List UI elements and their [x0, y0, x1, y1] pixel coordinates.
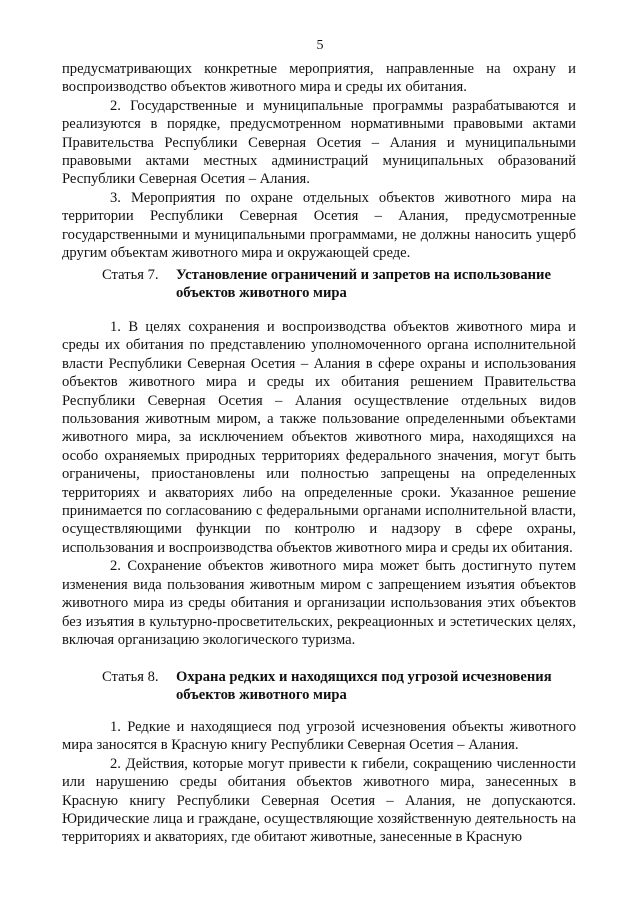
- article-8-heading: [102, 668, 576, 705]
- article-8-paragraph-2: 2. Действия, которые могут привести к гибели, сокращению численности или нарушению среды обитания объектов животного мира, занесенных в Красную книгу Республики Северная Осетия – Алания, не допускаются. Юридические лица и граждане, осуществляющие хозяйственную деятельность на территориях и акваториях, где обитают животные, занесенные в Красную: [62, 755, 576, 846]
- article-7-body: [62, 318, 576, 649]
- article-7-label: Статья 7.: [102, 267, 159, 283]
- article-8-body: [62, 718, 576, 847]
- paragraph-3: 3. Мероприятия по охране отдельных объектов животного мира на территории Республики Северная Осетия – Алания, предусмотренные государственными и муниципальными программами, не должны наносить ущерб другим объектам животного мира и окружающей среде.: [62, 189, 576, 262]
- article-7-paragraph-2: 2. Сохранение объектов животного мира может быть достигнуто путем изменения вида пользования животным миром с запрещением изъятия объектов животного мира из среды обитания и организации использования этих объектов без изъятия в культурно-просветительских, рекреационных и эстетических целях, включая организацию экологического туризма.: [62, 558, 576, 648]
- article-8-title: Охрана редких и находящихся под угрозой исчезновения объектов животного мира: [176, 669, 552, 704]
- page-number: 5: [316, 38, 324, 53]
- paragraph-continuation: предусматривающих конкретные мероприятия, направленные на охрану и воспроизводство объектов животного мира и среды их обитания.: [62, 61, 576, 96]
- article-7-paragraph-1: 1. В целях сохранения и воспроизводства объектов животного мира и среды их обитания по представлению уполномоченного органа исполнительной власти Республики Северная Осетия – Алания в сфере охраны и использования объектов животного мира и среды их обитания решением Правительства Республики Северная Осетия – Алания осуществление отдельных видов пользования животным миром, а также пользование определенными объектами животного мира, за исключением объектов животного мира, находящихся на особо охраняемых природных территориях федерального значения, могут быть ограничены, приостановлены или полностью запрещены на определенных территориях и акваториях либо на определенные сроки. Указанное решение принимается по согласованию с федеральными органами исполнительной власти, осуществляющими функции по контролю и надзору в сфере охраны, использования и воспроизводства объектов животного мира и среды их обитания.: [62, 319, 576, 556]
- top-block: [62, 60, 576, 262]
- paragraph-2: 2. Государственные и муниципальные программы разрабатываются и реализуются в порядке, предусмотренном нормативными правовыми актами Правительства Республики Северная Осетия – Алания и муниципальными правовыми актами местных администраций муниципальных образований Республики Северная Осетия – Алания.: [62, 97, 576, 188]
- article-8-paragraph-1: 1. Редкие и находящиеся под угрозой исчезновения объекты животного мира заносятся в Красную книгу Республики Северная Осетия – Алания.: [62, 719, 576, 754]
- article-7-heading: [102, 266, 576, 303]
- article-7-title: Установление ограничений и запретов на использование объектов животного мира: [176, 267, 551, 302]
- article-8-label: Статья 8.: [102, 669, 159, 685]
